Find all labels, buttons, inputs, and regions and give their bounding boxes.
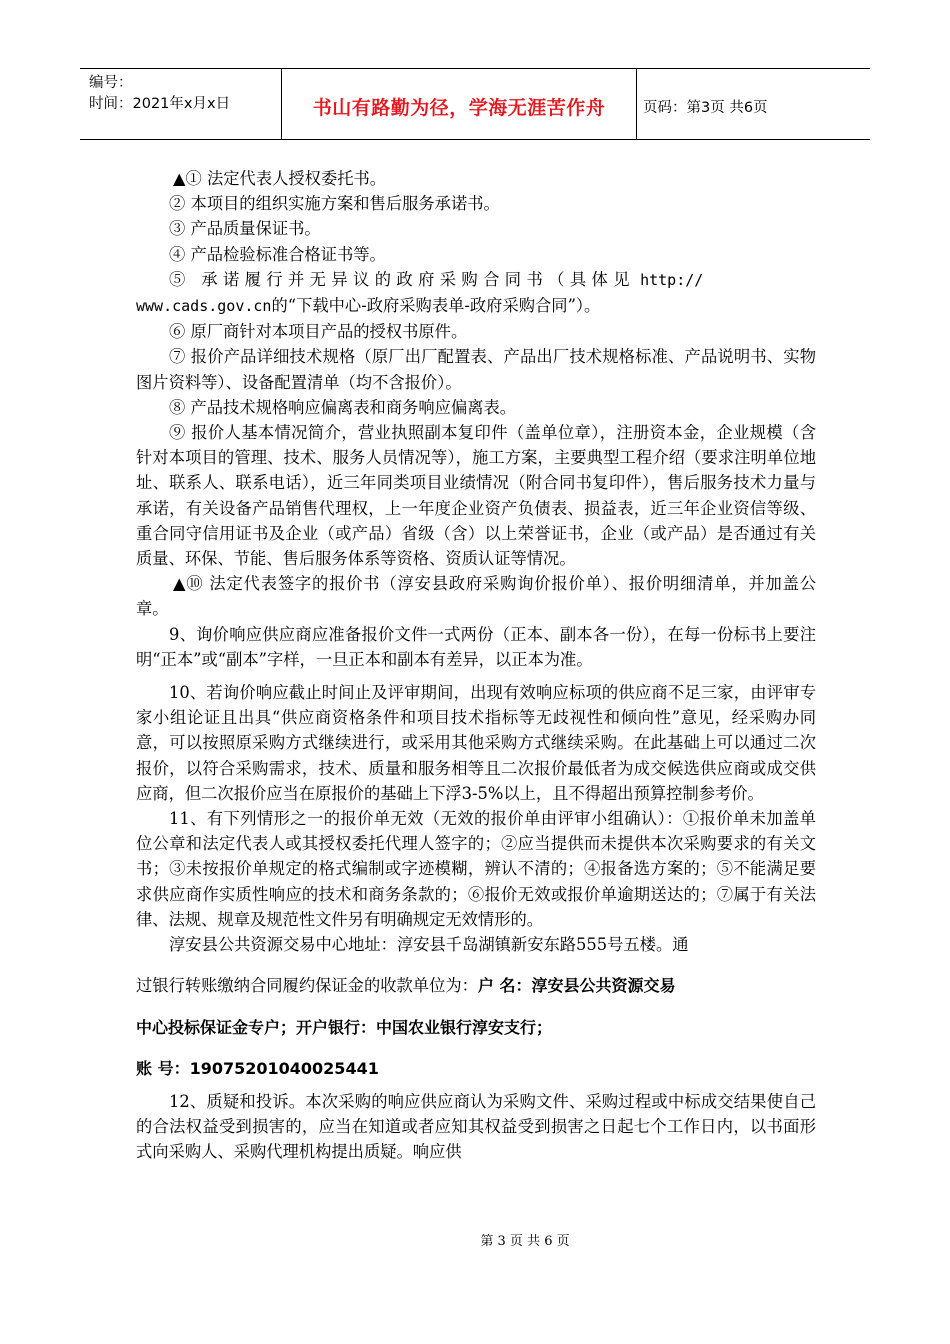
list-item: ⑥ 原厂商针对本项目产品的授权书原件。	[169, 322, 468, 342]
address-line: 淳安县公共资源交易中心地址：淳安县千岛湖镇新安东路555号五楼。通	[169, 935, 689, 955]
document-number-label: 编号：	[89, 75, 133, 91]
account-label: 账 号：	[136, 1058, 190, 1078]
list-item: ▲① 法定代表人授权委托书。	[173, 169, 387, 188]
header-meta	[80, 69, 282, 139]
list-item: ④ 产品检验标准合格证书等。	[169, 244, 386, 264]
bank-intro: 过银行转账缴纳合同履约保证金的收款单位为：	[136, 976, 478, 996]
header-page-number: 页码：第3页 共6页	[643, 99, 768, 116]
paragraph: 12、质疑和投诉。本次采购的响应供应商认为采购文件、采购过程或中标成交结果使自己的合法权益受到损害的，应当在知道或者应知其权益受到损害之日起七个工作日内，以书面形式向采购人、采购代理机构提出质疑。响应供	[136, 1091, 816, 1162]
account-holder: 户 名：淳安县公共资源交易	[477, 976, 676, 996]
bank-line-1	[136, 973, 816, 998]
list-item: ③ 产品质量保证书。	[169, 219, 321, 239]
document-body	[136, 166, 816, 1164]
account-number: 19075201040025441	[189, 1058, 379, 1078]
list-item: ⑦ 报价产品详细技术规格（原厂出厂配置表、产品出厂技术规格标准、产品说明书、实物图片资料等）、设备配置清单（均不含报价）。	[136, 347, 816, 392]
paragraph: 9、询价响应供应商应准备报价文件一式两份（正本、副本各一份），在每一份标书上要注明“正本”或“副本”字样，一旦正本和副本有差异，以正本为准。	[136, 624, 816, 669]
list-item: ⑧ 产品技术规格响应偏离表和商务响应偏离表。	[169, 397, 517, 417]
account-line	[136, 1056, 816, 1081]
header-motto: 书山有路勤为径，学海无涯苦作舟	[282, 69, 637, 139]
contract-url-part[interactable]: http://	[640, 270, 704, 289]
list-item	[136, 267, 816, 319]
document-time-label: 时间：2021年x月x日	[89, 96, 231, 112]
paragraph: 11、有下列情形之一的报价单无效（无效的报价单由评审小组确认）：①报价单未加盖单位公章和法定代表人或其授权委托代理人签字的；②应当提供而未提供本次采购要求的有关文书；③未按报价单规定的格式编制或字迹模糊，辨认不清的；④报备选方案的；⑤不能满足要求供应商作实质性响应的技术和商务条款的；⑥报价无效或报价单逾期送达的；⑦属于有关法律、法规、规章及规范性文件另有明确规定无效情形的。	[136, 809, 816, 929]
item5-rest: 的“下载中心-政府采购表单-政府采购合同”）。	[271, 296, 601, 316]
paragraph: 10、若询价响应截止时间止及评审期间，出现有效响应标项的供应商不足三家，由评审专家小组论证且出具“供应商资格条件和项目技术指标等无歧视性和倾向性”意见，经采购办同意，可以按照原采购方式继续进行，或采用其他采购方式继续采购。在此基础上可以通过二次报价，以符合采购需求，技术、质量和服务相等且二次报价最低者为成交候选供应商或成交供应商，但二次报价应当在原报价的基础上下浮3-5%以上，且不得超出预算控制参考价。	[136, 683, 816, 803]
page-header	[80, 68, 870, 140]
contract-url-domain[interactable]: www.cads.gov.cn	[136, 297, 272, 316]
list-item: ⑨ 报价人基本情况简介，营业执照副本复印件（盖单位章），注册资本金，企业规模（含针对本项目的管理、技术、服务人员情况等），施工方案，主要典型工程介绍（要求注明单位地址、联系人、联系电话），近三年同类项目业绩情况（附合同书复印件），售后服务技术力量与承诺，有关设备产品销售代理权，上一年度企业资产负债表、损益表，近三年企业资信等级、重合同守信用证书及企业（或产品）省级（含）以上荣誉证书，企业（或产品）是否通过有关质量、环保、节能、售后服务体系等资格、资质认证等情况。	[136, 423, 816, 569]
list-item: ② 本项目的组织实施方案和售后服务承诺书。	[169, 194, 500, 214]
item5-text: ⑤ 承诺履行并无异议的政府采购合同书（具体见	[169, 269, 635, 289]
list-item: ▲⑩ 法定代表签字的报价书（淳安县政府采购询价报价单）、报价明细清单，并加盖公章。	[136, 574, 816, 619]
bank-line-2: 中心投标保证金专户；开户银行：中国农业银行淳安支行；	[136, 1017, 553, 1037]
page-footer: 第 3 页 共 6 页	[480, 1234, 570, 1249]
